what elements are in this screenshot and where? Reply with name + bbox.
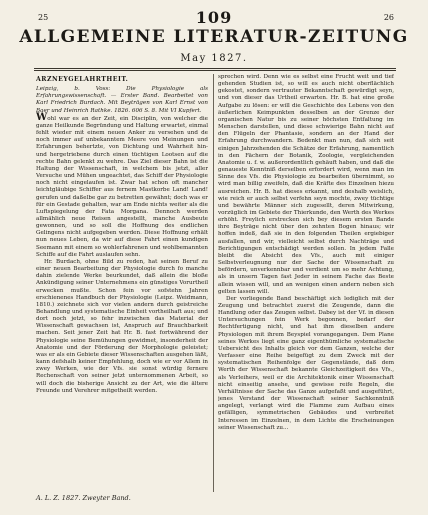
header-rule [34,68,396,69]
drop-cap: W [36,111,48,123]
column-divider [213,74,214,492]
issue-date: May 1827. [180,53,248,64]
page-number: 109 [195,8,233,27]
article-paragraph: sprechen wird. Denn wie es selbst eine Frucht weit und tief gehenden Studien ist, so will es auch nicht oberflächlich gekostet, sondern vertrauter Bekanntschaft gewürdigt seyn, und von dieser das Urtheil erwarten. Hr. B. hat eine große Aufgabe zu lösen: er will die Geschichte des Lebens von den äußerlichen Keimpunkten desselben an der Grenze der organischen Natur bis zu seiner höchsten Entfaltung im Menschen darstellen, und diese schwierige Bahn nicht auf den Flügeln der Phantasie, sondern an der Hand der Erfahrung durchwandern. Bedenkt man nun, daß sich seit einigen Jahrzehenden die Schätze der Erfahrung, namentlich in den Fächern der Botanik, Zoologie, vergleichenden Anatomie u. f. w. außerordentlich gehäuft haben, und daß die genaueste Kenntniß derselben erfordert wird, wenn man im Sinne des Vfs. die Physiologie zu bearbeiten übernimmt, so wird man billig zweifeln, daß die Kräfte des Einzelnen hiezu ausreichen. Hr. B. hat dieses erkannt, und deshalb weislich, wie reich er auch selbst verfehn seyn mochte, zwey tüchtige und bewährte Männer sich zugesellt, deren Mitwirkung, vorzüglich im Gebiete der Thierkunde, den Werth des Werkes erhöht. Freylich erstrecken sich bey diesem ersten Bande ihre Beyträge nicht über den zehnten Bogen hinaus; wir hoffen indeß, daß sie in den folgenden Theilen ergiebiger ausfallen, und wir, vielleicht selbst durch Nachträge und Berichtigungen entschädigt werden sollen. In jedem Falle bleibt die Absicht des Vfs., auch mit einiger Selbstverleugnung nur der Sache der Wissenschaft zu befördern, unverkennbar und verdient um so mehr Achtung, als in unsern Tagen fast Jeder in seinem Fache das Beste allein wissen will, und an wenigen einen andern neben sich gelten lassen will. [218,74,394,295]
left-page-marker: 25 [38,13,49,22]
left-column [36,74,208,492]
section-heading: ARZNEYGELAHRTHEIT. [36,76,129,83]
review-citation: Leipzig, b. Voss: Die Physiologie als Erfahrungswissenschaft. — Erster Band. Bearbeitet von Karl Friedrich Burdach. Mit Beyträgen von Karl Ernst von Baer und Heinrich Rathke. 1826. 606 S. 8. Mit VI Kupfert. [36,86,208,114]
paragraph-text: ohl war es an der Zeit, ein Disciplin, von welcher die ganze Heilkunde Begründung und Haltung erwartet, einmal fehlt wieder mit einem neuen Anker zu versehen und de noch immer auf unbekanntem Meere von Meinungen und Erfahrungen behertzte, von Dichtung und Wahrheit hin- und hergetriebene durch einen tüchtigen Lootsen auf die rechte Bahn gelenkt zu wehre. Das Ziel dieser Bahn ist die Haltung der Wissenschaft, in welchem bis jetzt, aller Versuche und Mühen ungeachtet, das Schiff der Physiologie noch nicht eingelaufen ist. Zwar hat schon oft mancher leichtgläubige Schiffer aus fernem Mastkorbe Land! Land! gerufen und daßelbe gar zu betretten gewähnt; doch was er für ein Gestade gehalten, war am Ende nichts weiter als die Luftspiegelung der Fata Morgana. Dennoch werden allmählich neue Reisen angestellt, manche Ausbeute gewonnen, und so soll die Hoffnung des endlichen Gelingens nicht aufgegeben werden. Diese Hoffnung erhält nun neues Leben, da wir auf diese Fahrt einen kundigen Seemann mit einem so wohlerfahrenen und wohlbemannten Schiffe auf die Fahrt auslaufen sehn. [36,115,208,258]
article-paragraph: Hr. Burdach, ohne Bild zu reden, hat seinen Beruf zu einer neuen Bearbeitung der Physiologie durch fo manche dahin zielende Werke beurkundet, daß allein die bloße Ankündigung seiner Unternehmens ein günstiges Vorurtheil erwecken mußte. Schon fein vor sofstehn Jahren erschienenes Handbuch der Physiologie (Leipz. Weidmann, 1810.) zeichnete sich vor vielen andern durch geistreiche Behandlung und systematische Einheit vortheilhaft aus; und dort noch jetzt, so fehr inzwischen das Material der Wissenschaft gewachsen ist, Anspruch auf Brauchbarkeit machen. Seit jener Zeit hat Hr. B. fast fortwährend der Physiologie seine Bemühungen gewidmet, insonderheit der Anatomie und der Förderung der Morphologie geleistet; was er als ein Gebiete dieser Wissenschaften ausgehen läßt, kann defshalb keiner Empfehlung, doch wie er vor Allem in zwey Werken, wie der Vfs. sie sonst würdig fernere Rechenschaft von seiner jetzt unternommenen Arbeit, so will doch die bisherige Ansicht zu der Art, wie die ältere Freunde und Verehrer mitgetheilt werden. [36,258,208,394]
page-footer: A. L. Z. 1827. Zweyter Band. [36,494,131,502]
right-page-marker: 26 [383,13,394,22]
header-rule-double [34,70,396,71]
journal-title: ALLGEMEINE LITERATUR-ZEITUNG [19,27,409,47]
article-paragraph [36,111,208,259]
article-paragraph: Der vorliegende Band beschäftigt sich lediglich mit der Zeugung und betrachtet zuerst die Zeugende, dann die Handlung oder das Zeugen selbst. Dabey ist der Vf. in diesen Untersuchungen fein Werk begonnen, bedarf der Rechtfertigung nicht, und hat ihm dieselben andere Physiologen mit ihrem Beyspiel vorangegangen. Dem Plane seines Werkes liegt eine ganz eigenthümliche systematische Uebersicht des Inhalts gleich vor dem Ganzen, welche der Verfasser eine Reihe beigefügt zu dem Zweck mit der systematischen Reihenfolge der Gegenstände, daß dem Werth der Wissenschaft bekannte Gleichzeitigkeit des Vfs., als Verleihers, weil er die Architektonik einer Wissenschaft nicht einseitig ansehe, und gewisse reife Regeln, die Verhältnisse der Sache das Ganze aufgefaßt und ausgeführt, jenes Verstand der Wissenschaft seiner Sachkenntniß angelegt, verlangt wird die Flamme zum Aufbau eines gefälligen, symmetrischen Gebäudes und verbreitet Interessen im Einzelnen, in dem Lichte die Erscheinungen seiner Wissenschaft zu... [218,295,394,431]
right-column [218,74,394,492]
